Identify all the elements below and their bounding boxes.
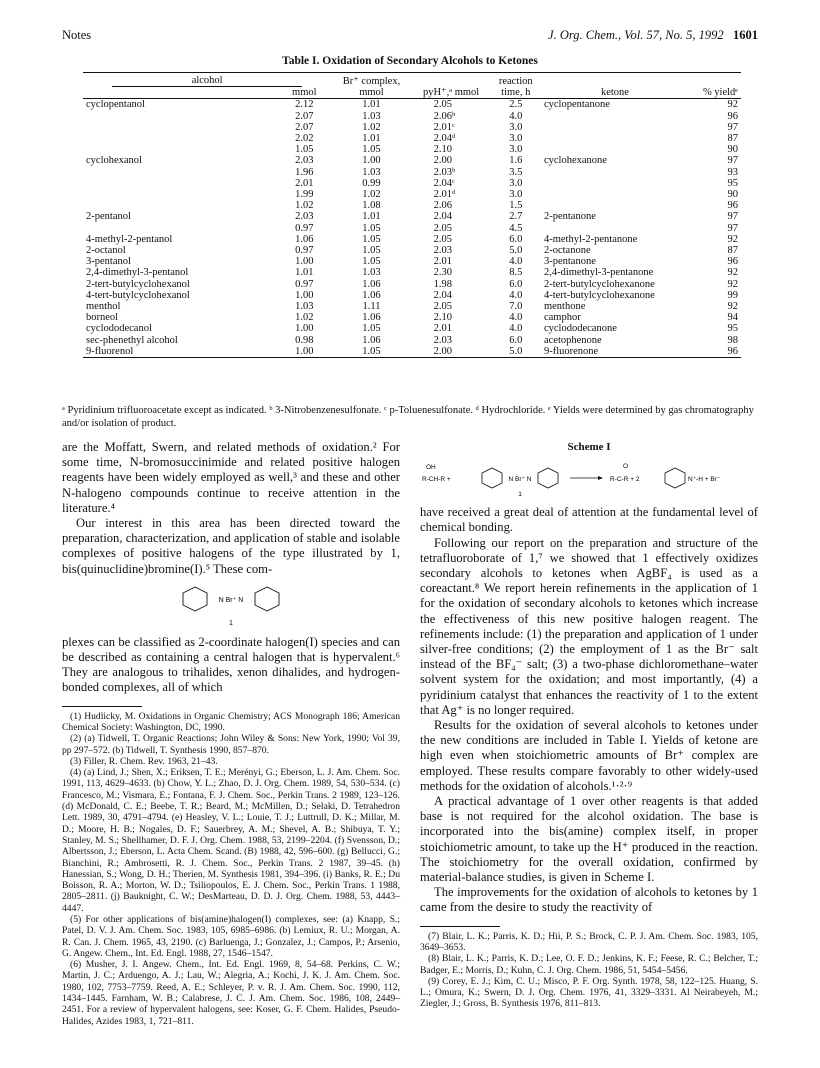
cell-ketone xyxy=(541,122,689,133)
cell-time: 3.0 xyxy=(509,121,523,133)
cell-time: 3.0 xyxy=(509,144,523,156)
cell-complex: 1.05 xyxy=(362,256,381,268)
cell-yield: 97 xyxy=(727,211,738,223)
cell-ketone: 4-methyl-2-pentanone xyxy=(543,233,638,245)
cell-complex: 1.00 xyxy=(362,155,381,167)
cell-yield: 94 xyxy=(727,312,738,324)
cell-ketone: acetophenone xyxy=(543,334,602,346)
cell-time: 6.0 xyxy=(509,334,523,346)
paragraph: Results for the oxidation of several alcohols to ketones under the new conditions are included in Table I. Yields of ketone are high even when stoichiometric amounts of Br⁺ complex are employed. These results compare favorably to other widely-used methods for the oxidation of alcohols.¹·²·⁹ xyxy=(420,718,758,793)
table-row xyxy=(83,312,741,323)
cell-time: 5.0 xyxy=(509,245,523,257)
cell-mmol: 1.01 xyxy=(295,267,314,279)
cell-yield: 92 xyxy=(727,99,738,111)
cell-mmol: 1.05 xyxy=(295,144,314,156)
cell-ketone xyxy=(541,144,689,155)
cell-yield: 97 xyxy=(727,222,738,234)
cell-mmol: 1.02 xyxy=(295,312,314,324)
table-row xyxy=(83,245,741,256)
cell-ketone xyxy=(541,200,689,211)
cell-time: 4.0 xyxy=(509,256,523,268)
cell-pyh: 2.05 xyxy=(433,233,453,245)
cell-alcohol: borneol xyxy=(86,312,119,324)
table-row xyxy=(83,99,741,111)
cell-alcohol xyxy=(83,178,277,189)
cell-complex: 1.05 xyxy=(331,346,411,358)
structure-label: N Br⁺ N xyxy=(218,596,244,604)
cell-time: 3.0 xyxy=(509,189,523,201)
cell-mmol: 1.00 xyxy=(277,346,331,358)
cell-yield: 87 xyxy=(727,133,738,145)
cell-time: 6.0 xyxy=(509,278,523,290)
scheme-oh: OH xyxy=(426,464,436,472)
cell-yield: 92 xyxy=(727,278,738,290)
paragraph: are the Moffatt, Swern, and related methods of oxidation.² For some time, N-bromosuccinimide and related positive halogen reagents have been widely employed as well,³ and these and other N-halogeno compounds continue to receive attention in the literature.⁴ xyxy=(62,440,400,515)
table-row xyxy=(83,279,741,290)
cell-pyh: 2.03 xyxy=(433,245,453,257)
reference-item: (5) For other applications of bis(amine)halogen(I) complexes, see: (a) Knapp, S.; Patel, D. V. J. Am. Chem. Soc. 1983, 105, 6985–6986. (b) Lemiux, R. U.; Morgan, A. R. Can. J. Chem. 1965, 43, 2190. (c) Barluenga, J.; Gonzalez, J.; Campos, P.; Arsenio, G. Angew. Chem., Int. Ed. Engl. 1988, 27, 1546–1547. xyxy=(62,913,400,959)
cell-complex: 1.02 xyxy=(362,189,381,201)
cell-time: 3.5 xyxy=(509,166,523,178)
cell-yield: 96 xyxy=(727,256,738,268)
table-row xyxy=(83,122,741,133)
references-right xyxy=(420,931,758,1010)
header-complex-mmol: mmol xyxy=(331,87,411,99)
cell-complex: 1.01 xyxy=(362,211,381,223)
cell-time: 3.0 xyxy=(509,133,523,145)
scheme-tail: N⁺-H + Br⁻ xyxy=(688,476,721,484)
table-row xyxy=(83,144,741,155)
cell-complex: 1.06 xyxy=(362,334,381,346)
cell-alcohol xyxy=(83,200,277,211)
cell-ketone xyxy=(541,111,689,122)
cell-mmol: 0.97 xyxy=(295,245,314,257)
cell-mmol: 0.98 xyxy=(295,334,314,346)
cell-mmol: 2.03 xyxy=(295,211,314,223)
cell-complex: 1.06 xyxy=(362,278,381,290)
cell-alcohol: cyclododecanol xyxy=(86,323,152,335)
cell-pyh: 2.01 xyxy=(433,323,453,335)
table-row xyxy=(83,256,741,267)
cell-time: 5.0 xyxy=(491,346,541,358)
cell-ketone: 2-pentanone xyxy=(543,211,596,223)
table-group-header-row xyxy=(83,73,741,88)
table-row xyxy=(83,290,741,301)
cell-ketone: 3-pentanone xyxy=(543,256,596,268)
cell-time: 2.5 xyxy=(509,99,523,111)
cell-ketone xyxy=(541,189,689,200)
paragraph: plexes can be classified as 2-coordinate halogen(I) species and can be described as containing a central halogen that is hypervalent.⁶ They are analogous to trihalides, xenon dihalides, and hydrogen-bonded complexes, all of which xyxy=(62,634,400,695)
table-row xyxy=(83,267,741,278)
cell-time: 4.0 xyxy=(509,323,523,335)
cell-yield: 96 xyxy=(727,110,738,122)
paragraph: Following our report on the preparation and structure of the tetrafluoroborate of 1,⁷ we showed that 1 effectively oxidizes secondary alcohols to ketones when AgBF₄ is used as a coreactant.⁸ We report herein refinements in the application of 1 for the oxidation of secondary alcohols to ketones which increase the effectiveness of this new positive halogen reagent. The refinements include: (1) the preparation and application of 1 under silver-free conditions; (2) the employment of 1 as the Br⁻ salt instead of the BF₄⁻ salt; (3) a two-phase dichloromethane–water solvent system for the oxidation; and most importantly, (4) a pyridinium catalyst that enhances the reactivity of 1 to the extent that Ag⁺ is no longer required. xyxy=(420,535,758,717)
cell-alcohol xyxy=(83,144,277,155)
cell-mmol: 1.02 xyxy=(295,200,314,212)
cell-pyh: 2.05 xyxy=(433,301,453,313)
cell-mmol: 1.96 xyxy=(295,166,314,178)
cell-yield: 92 xyxy=(727,301,738,313)
cell-mmol: 0.97 xyxy=(295,278,314,290)
reference-item: (2) (a) Tidwell, T. Organic Reactions; John Wiley & Sons: New York, 1990; Vol 39, pp 297–572. (b) Tidwell, T. Synthesis 1990, 857–870. xyxy=(62,733,400,756)
cell-complex: 1.11 xyxy=(362,301,381,313)
cell-pyh: 2.03ᵇ xyxy=(433,166,456,178)
cell-time: 8.5 xyxy=(509,267,523,279)
cell-ketone xyxy=(541,167,689,178)
cell-ketone xyxy=(541,178,689,189)
cell-mmol: 2.07 xyxy=(295,121,314,133)
table-row xyxy=(83,234,741,245)
cell-alcohol xyxy=(83,133,277,144)
cell-yield: 90 xyxy=(727,189,738,201)
cell-mmol: 0.97 xyxy=(295,222,314,234)
scheme-title: Scheme I xyxy=(567,441,611,453)
cell-pyh: 2.05 xyxy=(433,99,453,111)
cell-alcohol: 2,4-dimethyl-3-pentanol xyxy=(86,267,189,279)
cell-alcohol: 4-methyl-2-pentanol xyxy=(86,233,173,245)
table-body xyxy=(83,99,741,358)
cell-pyh: 2.05 xyxy=(433,222,453,234)
scheme-product: R-C-R + 2 xyxy=(610,476,640,484)
page-header xyxy=(62,28,758,44)
cell-ketone: cyclohexanone xyxy=(543,155,607,167)
cell-pyh: 2.01ᵈ xyxy=(433,189,456,201)
cell-mmol: 1.03 xyxy=(295,301,314,313)
cell-mmol: 1.06 xyxy=(295,233,314,245)
cell-complex: 1.01 xyxy=(362,133,381,145)
cell-alcohol xyxy=(83,167,277,178)
table-row xyxy=(83,200,741,211)
table-row xyxy=(83,211,741,222)
cell-ketone: 2,4-dimethyl-3-pentanone xyxy=(543,267,654,279)
cell-time: 6.0 xyxy=(509,233,523,245)
paragraph: Our interest in this area has been directed toward the preparation, characterization, and application of stable and isolable complexes of positive halogens of the type illustrated by 1, bis(quinuclidine)bromine(I).⁵ These com- xyxy=(62,516,400,576)
cell-time: 4.5 xyxy=(509,222,523,234)
cell-time: 4.0 xyxy=(509,289,523,301)
cell-pyh: 1.98 xyxy=(433,278,453,290)
cell-ketone: 2-octanone xyxy=(543,245,591,257)
cell-alcohol: 9-fluorenol xyxy=(83,346,277,358)
cell-yield: 92 xyxy=(727,267,738,279)
cell-yield: 97 xyxy=(727,155,738,167)
references-divider xyxy=(62,706,142,707)
table-row xyxy=(83,223,741,234)
header-time: time, h xyxy=(491,87,541,99)
cell-yield: 90 xyxy=(727,144,738,156)
cell-time: 7.0 xyxy=(509,301,523,313)
cell-pyh: 2.01 xyxy=(433,256,453,268)
cell-complex: 1.03 xyxy=(362,110,381,122)
cell-yield: 96 xyxy=(727,200,738,212)
scheme-1-diagram xyxy=(420,459,758,499)
cell-ketone xyxy=(541,133,689,144)
header-reaction: reaction xyxy=(491,73,541,88)
cell-time: 4.0 xyxy=(509,110,523,122)
cell-ketone: 9-fluorenone xyxy=(541,346,689,358)
cell-alcohol: cyclohexanol xyxy=(86,155,142,167)
cell-yield: 99 xyxy=(727,289,738,301)
reference-item: (6) Musher, J. I. Angew. Chem., Int. Ed. Engl. 1969, 8, 54–68. Perkins, C. W.; Martin, J. C.; Arduengo, A. J.; Lau, W.; Alegria, A.; Kochi, J. K. J. Am. Chem. Soc. 1980, 102, 7753–7759. Reed, A. E.; Schleyer, P. v. R. J. Am. Chem. Soc. 1990, 112, 1434–1445. Farnham, W. B.; Calabrese, J. C. J. Am. Chem. Soc. 1986, 108, 2449–2451. For a review of hypervalent halogens, see: Koser, G. F. Chem. Halides, Pseudo-Halides, Azides 1983, 1, 721–811. xyxy=(62,959,400,1027)
table-row xyxy=(83,111,741,122)
cell-time: 1.6 xyxy=(509,155,523,167)
section-label: Notes xyxy=(62,28,92,42)
cell-pyh: 2.01ᶜ xyxy=(433,121,455,133)
cell-time: 1.5 xyxy=(509,200,523,212)
cell-pyh: 2.06 xyxy=(433,200,453,212)
table-row xyxy=(83,346,741,358)
table-footnotes: ᵃ Pyridinium trifluoroacetate except as indicated. ᵇ 3-Nitrobenzenesulfonate. ᶜ p-Toluenesulfonate. ᵈ Hydrochloride. ᵉ Yields were determined by gas chromatography and/or isolation of product. xyxy=(62,405,754,429)
cell-mmol: 2.07 xyxy=(295,110,314,122)
paragraph: A practical advantage of 1 over other reagents is that added base is not required for the alcohol oxidation. The base is incorporated into the bis(amine) complex itself, in proper stoichiometric amount, to take up the H⁺ produced in the reaction. The stoichiometry for the overall oxidation, confirmed by material-balance studies, is given in Scheme I. xyxy=(420,794,758,885)
structure-number: 1 xyxy=(229,619,233,627)
cell-complex: 1.06 xyxy=(362,312,381,324)
header-mmol: mmol xyxy=(277,87,331,99)
cell-pyh: 2.00 xyxy=(412,346,491,358)
cell-alcohol: 2-pentanol xyxy=(86,211,131,223)
left-column xyxy=(62,440,400,1027)
journal-name: J. Org. Chem., Vol. 57, No. 5, 1992 xyxy=(548,28,724,42)
cell-complex: 0.99 xyxy=(362,177,381,189)
cell-time: 2.7 xyxy=(509,211,523,223)
cell-pyh: 2.03 xyxy=(433,334,453,346)
cell-pyh: 2.04ᵈ xyxy=(433,133,456,145)
table-row xyxy=(83,167,741,178)
cell-time: 4.0 xyxy=(509,312,523,324)
cell-complex: 1.08 xyxy=(362,200,381,212)
cell-alcohol xyxy=(83,189,277,200)
cell-pyh: 2.04 xyxy=(433,289,453,301)
cell-complex: 1.06 xyxy=(362,289,381,301)
table-caption: Table I. Oxidation of Secondary Alcohols to Ketones xyxy=(282,55,538,67)
cell-alcohol: 2-octanol xyxy=(86,245,126,257)
cell-yield: 98 xyxy=(727,334,738,346)
cell-pyh: 2.10 xyxy=(433,144,453,156)
header-ketone: ketone xyxy=(541,87,689,99)
compound-1-structure xyxy=(171,583,291,629)
cell-alcohol xyxy=(83,111,277,122)
cell-mmol: 2.03 xyxy=(295,155,314,167)
reference-item: (1) Hudlicky, M. Oxidations in Organic Chemistry; ACS Monograph 186; American Chemical Society: Washington, DC, 1990. xyxy=(62,710,400,733)
scheme-o: O xyxy=(623,463,629,471)
header-alcohol: alcohol xyxy=(83,73,331,88)
paragraph: have received a great deal of attention at the fundamental level of chemical bonding. xyxy=(420,505,758,535)
cell-ketone: 2-tert-butylcyclohexanone xyxy=(543,278,655,290)
cell-ketone: cyclododecanone xyxy=(543,323,617,335)
scheme-reactant: R-CH-R + xyxy=(422,476,451,484)
reference-item: (9) Corey, E. J.; Kim, C. U.; Misco, P. F. Org. Synth. 1978, 58, 122–125. Huang, S. L.; Omura, K.; Swern, D. J. Org. Chem. 1976, 41, 3329–3331. Al Neirabeyeh, M.; Ziegler, J.; Gross, B. Synthesis 1976, 811–813. xyxy=(420,975,758,1010)
cell-alcohol: sec-phenethyl alcohol xyxy=(86,334,178,346)
journal-citation xyxy=(548,28,758,43)
header-pyh: pyH⁺,ᵃ mmol xyxy=(412,87,491,99)
right-column xyxy=(420,440,758,1010)
cell-mmol: 2.02 xyxy=(295,133,314,145)
cell-complex: 1.02 xyxy=(362,121,381,133)
cell-yield: 96 xyxy=(689,346,741,358)
cell-pyh: 2.04 xyxy=(433,211,453,223)
cell-complex: 1.03 xyxy=(362,267,381,279)
cell-pyh: 2.10 xyxy=(433,312,453,324)
cell-pyh: 2.06ᵇ xyxy=(433,110,456,122)
paragraph: The improvements for the oxidation of alcohols to ketones by 1 came from the desire to study the reactivity of xyxy=(420,885,758,915)
cell-ketone: 4-tert-butylcyclohexanone xyxy=(543,289,655,301)
cell-pyh: 2.00 xyxy=(433,155,453,167)
cell-yield: 93 xyxy=(727,166,738,178)
references-left xyxy=(62,711,400,1027)
cell-time: 3.0 xyxy=(509,177,523,189)
cell-mmol: 1.00 xyxy=(295,256,314,268)
table-row xyxy=(83,301,741,312)
cell-mmol: 2.12 xyxy=(295,99,314,111)
table-row xyxy=(83,323,741,334)
cell-complex: 1.05 xyxy=(362,144,381,156)
reference-item: (4) (a) Lind, J.; Shen, X.; Eriksen, T. E.; Merényi, G.; Eberson, L. J. Am. Chem. Soc. 1991, 113, 4629–4633. (b) Chow, Y. L.; Zhao, D. J. Org. Chem. 1989, 54, 530–534. (c) Francesco, M.; Vismara, E.; Fontana, F. J. Chem. Soc., Perkin Trans. 2 1989, 123–126. (d) McDonald, C. E.; Beebe, T. R.; Beard, M.; McMillen, D.; Selaki, D. Tetrahedron Lett. 1989, 30, 4791–4794. (e) Heasley, V. L.; Louie, T. J.; Luttrull, D. K.; Millar, M. D.; Moore, H. B.; Nogales, D. F.; Sauerbrey, A. M.; Shevel, A. B.; Shibuya, T. Y.; Stanley, M. S.; Shellhamer, D. F. J. Org. Chem. 1988, 53, 2199–2204. (f) Svensson, D.; Albertsson, J.; Eberson, L. Acta Chem. Scand. (B) 1988, 42, 596–600. (g) Bellucci, G.; Bianchini, R.; Ambrosetti, R. J. Chem. Soc., Perkin Trans. 2 1987, 39–45. (h) Hanessian, S.; Wong, D. H.; Therien, M. Synthesis 1981, 394–396. (i) Banks, R. E.; Du Boisson, R. A.; Morton, W. D.; Tsiliopoulos, E. J. Chem. Soc., Perkin Trans. 1 1988, 2805–2811. (j) Bauknight, C. W.; DesMarteau, D. D. J. Org. Chem. 1988, 53, 4443–4447. xyxy=(62,767,400,914)
cell-mmol: 1.00 xyxy=(295,323,314,335)
cell-complex: 1.01 xyxy=(362,99,381,111)
cell-alcohol: cyclopentanol xyxy=(86,99,145,111)
reference-item: (8) Blair, L. K.; Parris, K. D.; Lee, O. F. D.; Jenkins, K. F.; Feese, R. C.; Belcher, T.; Badger, E.; Morris, D.; Kuhn, C. J. Org. Chem. 1986, 51, 5454–5456. xyxy=(420,953,758,976)
cell-alcohol: 2-tert-butylcyclohexanol xyxy=(86,278,190,290)
cell-yield: 97 xyxy=(727,121,738,133)
cell-complex: 1.05 xyxy=(362,233,381,245)
header-yield: % yieldᵉ xyxy=(689,87,741,99)
table-header-row xyxy=(83,87,741,99)
table-row xyxy=(83,189,741,200)
table-row xyxy=(83,133,741,144)
cell-complex: 1.05 xyxy=(362,323,381,335)
cell-alcohol xyxy=(83,122,277,133)
cell-ketone: menthone xyxy=(543,301,586,313)
cell-ketone: cyclopentanone xyxy=(543,99,610,111)
page-number: 1601 xyxy=(733,28,758,42)
cell-pyh: 2.04ᶜ xyxy=(433,177,455,189)
cell-complex: 1.05 xyxy=(362,222,381,234)
cell-yield: 95 xyxy=(727,323,738,335)
reference-item: (7) Blair, L. K.; Parris, K. D.; Hii, P. S.; Brock, C. P. J. Am. Chem. Soc. 1983, 105, 3649–3653. xyxy=(420,930,758,953)
scheme-complex: N Br⁺ N xyxy=(508,476,532,484)
header-complex: Br⁺ complex, xyxy=(331,73,411,88)
cell-ketone: camphor xyxy=(543,312,581,324)
cell-pyh: 2.30 xyxy=(433,267,453,279)
cell-ketone xyxy=(541,223,689,234)
cell-alcohol: menthol xyxy=(86,301,121,313)
table-row xyxy=(83,335,741,346)
cell-complex: 1.03 xyxy=(362,166,381,178)
table-row xyxy=(83,178,741,189)
cell-alcohol: 3-pentanol xyxy=(86,256,131,268)
cell-yield: 92 xyxy=(727,233,738,245)
cell-mmol: 1.00 xyxy=(295,289,314,301)
cell-mmol: 1.99 xyxy=(295,189,314,201)
results-table xyxy=(83,72,741,358)
table-row xyxy=(83,155,741,166)
scheme-number: 1 xyxy=(518,491,522,499)
cell-alcohol: 4-tert-butylcyclohexanol xyxy=(86,289,190,301)
cell-yield: 95 xyxy=(727,177,738,189)
references-divider xyxy=(420,926,500,927)
cell-complex: 1.05 xyxy=(362,245,381,257)
cell-alcohol xyxy=(83,223,277,234)
reference-item: (3) Filler, R. Chem. Rev. 1963, 21–43. xyxy=(70,755,218,767)
cell-yield: 87 xyxy=(727,245,738,257)
cell-mmol: 2.01 xyxy=(295,177,314,189)
